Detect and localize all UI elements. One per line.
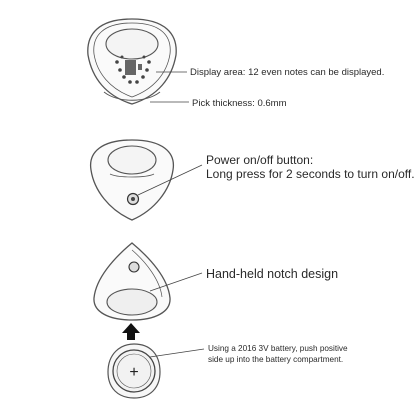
notch-button-icon (129, 262, 139, 272)
power-callout-title: Power on/off button: (206, 153, 314, 167)
battery-callout-line2: side up into the battery compartment. (208, 354, 344, 364)
power-button-callout (206, 153, 415, 181)
pick-thickness-callout: Pick thickness: 0.6mm (192, 98, 287, 109)
pick-power-view (91, 140, 174, 220)
battery-callout-line1: Using a 2016 3V battery, push positive (208, 344, 348, 353)
battery-leader (150, 349, 204, 357)
battery-plus-symbol: + (129, 364, 139, 381)
power-callout-detail: Long press for 2 seconds to turn on/off. (206, 167, 415, 181)
display-window (106, 29, 158, 59)
pick-notch-view (94, 243, 170, 320)
notch-callout: Hand-held notch design (206, 267, 339, 281)
arrow-up-icon (122, 323, 140, 340)
battery-callout (208, 344, 348, 365)
display-area-callout: Display area: 12 even notes can be displayed. (190, 67, 385, 78)
pick-display-view (88, 19, 176, 104)
notch-hole (107, 289, 157, 315)
